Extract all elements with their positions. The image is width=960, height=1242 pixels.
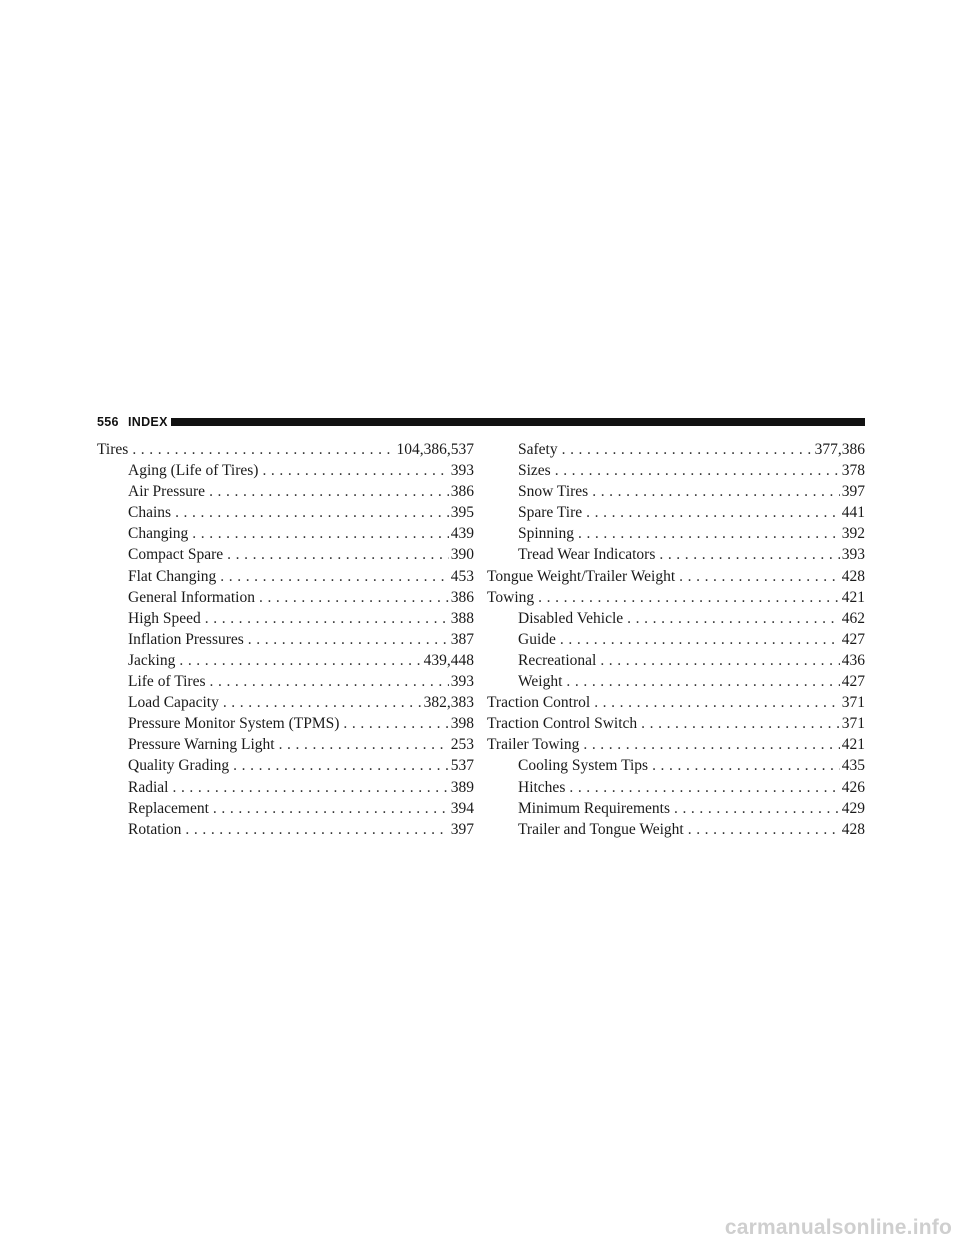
entry-term: Trailer and Tongue Weight: [518, 820, 684, 838]
index-subentry: [97, 673, 474, 694]
entry-term: Pressure Monitor System (TPMS): [128, 715, 340, 733]
index-subentry: [97, 462, 474, 483]
entry-page-ref: 439: [450, 525, 474, 543]
entry-term: Snow Tires: [518, 483, 589, 501]
entry-term: Cooling System Tips: [518, 757, 649, 775]
entry-page-ref: 397: [450, 820, 474, 838]
dot-leader: [210, 673, 449, 691]
entry-page-ref: 386: [450, 483, 474, 501]
dot-leader: [248, 631, 449, 649]
dot-leader: [205, 610, 449, 628]
entry-page-ref: 394: [450, 799, 474, 817]
index-subentry: [97, 589, 474, 610]
index-subentry: [487, 525, 865, 546]
entry-term: Guide: [518, 630, 556, 648]
index-subentry: [487, 610, 865, 631]
page-header: [97, 414, 865, 430]
index-subentry: [97, 631, 474, 652]
entry-term: Safety: [518, 441, 558, 458]
entry-term: Minimum Requirements: [518, 799, 670, 817]
entry-page-ref: 371: [841, 715, 865, 733]
dot-leader: [223, 694, 422, 712]
dot-leader: [279, 736, 449, 754]
dot-leader: [659, 546, 839, 564]
index-subentry: [487, 800, 865, 821]
index-subentry: [97, 757, 474, 778]
page-number: 556: [97, 415, 119, 429]
dot-leader: [592, 483, 840, 501]
dot-leader: [562, 441, 813, 459]
entry-page-ref: 393: [450, 462, 474, 480]
entry-page-ref: 393: [841, 546, 865, 564]
index-subentry: [97, 525, 474, 546]
entry-term: Sizes: [518, 462, 551, 480]
entry-page-ref: 104,386,537: [396, 441, 474, 458]
entry-term: Air Pressure: [128, 483, 206, 501]
entry-page-ref: 389: [450, 778, 474, 796]
entry-term: High Speed: [128, 609, 201, 627]
entry-page-ref: 377,386: [814, 441, 865, 458]
index-subentry: [97, 568, 474, 589]
index-subentry: [97, 546, 474, 567]
dot-leader: [679, 568, 840, 586]
entry-page-ref: 428: [841, 567, 865, 585]
index-subentry: [487, 483, 865, 504]
entry-page-ref: 421: [841, 736, 865, 754]
entry-page-ref: 436: [841, 651, 865, 669]
dot-leader: [688, 821, 840, 839]
entry-page-ref: 390: [450, 546, 474, 564]
index-entry: [487, 694, 865, 715]
entry-page-ref: 426: [841, 778, 865, 796]
index-subentry: [487, 631, 865, 652]
entry-page-ref: 439,448: [423, 651, 474, 669]
entry-term: Tongue Weight/Trailer Weight: [487, 567, 676, 585]
section-title: INDEX: [128, 415, 168, 429]
entry-term: Towing: [487, 588, 535, 606]
dot-leader: [538, 589, 840, 607]
entry-term: Rotation: [128, 820, 182, 838]
dot-leader: [262, 462, 448, 480]
index-subentry: [487, 504, 865, 525]
index-subentry: [97, 694, 474, 715]
index-subentry: [97, 821, 474, 842]
index-subentry: [487, 441, 865, 462]
entry-page-ref: 397: [841, 483, 865, 501]
entry-page-ref: 392: [841, 525, 865, 543]
dot-leader: [192, 525, 448, 543]
entry-term: Tires: [97, 441, 129, 458]
index-subentry: [97, 504, 474, 525]
index-entry: [487, 715, 865, 736]
dot-leader: [600, 652, 839, 670]
index-subentry: [487, 779, 865, 800]
dot-leader: [627, 610, 840, 628]
index-subentry: [487, 673, 865, 694]
dot-leader: [259, 589, 449, 607]
dot-leader: [175, 504, 449, 522]
entry-term: Trailer Towing: [487, 736, 580, 754]
entry-page-ref: 395: [450, 504, 474, 522]
entry-term: Weight: [518, 673, 563, 691]
dot-leader: [594, 694, 840, 712]
entry-page-ref: 441: [841, 504, 865, 522]
entry-term: Compact Spare: [128, 546, 224, 564]
entry-page-ref: 378: [841, 462, 865, 480]
entry-page-ref: 429: [841, 799, 865, 817]
header-rule: [171, 418, 865, 426]
entry-term: Aging (Life of Tires): [128, 462, 259, 480]
dot-leader: [233, 757, 449, 775]
dot-leader: [583, 736, 839, 754]
entry-term: Changing: [128, 525, 189, 543]
entry-term: Disabled Vehicle: [518, 609, 624, 627]
entry-term: Hitches: [518, 778, 566, 796]
dot-leader: [343, 715, 448, 733]
entry-page-ref: 428: [841, 820, 865, 838]
entry-term: Traction Control Switch: [487, 715, 638, 733]
entry-page-ref: 387: [450, 630, 474, 648]
entry-term: Load Capacity: [128, 694, 219, 712]
index-subentry: [97, 736, 474, 757]
index-subentry: [487, 462, 865, 483]
dot-leader: [578, 525, 840, 543]
dot-leader: [674, 800, 840, 818]
dot-leader: [213, 800, 449, 818]
entry-term: Pressure Warning Light: [128, 736, 275, 754]
entry-page-ref: 253: [450, 736, 474, 754]
index-entry: [487, 589, 865, 610]
entry-term: Radial: [128, 778, 169, 796]
entry-term: Spare Tire: [518, 504, 583, 522]
dot-leader: [227, 546, 449, 564]
index-subentry: [487, 652, 865, 673]
entry-page-ref: 537: [450, 757, 474, 775]
entry-page-ref: 462: [841, 609, 865, 627]
index-subentry: [487, 546, 865, 567]
index-entry: [487, 568, 865, 589]
index-subentry: [97, 800, 474, 821]
index-column-right: [487, 441, 865, 842]
entry-term: General Information: [128, 588, 255, 606]
index-subentry: [487, 757, 865, 778]
entry-page-ref: 388: [450, 609, 474, 627]
dot-leader: [586, 504, 840, 522]
dot-leader: [185, 821, 448, 839]
entry-term: Spinning: [518, 525, 574, 543]
index-subentry: [97, 779, 474, 800]
dot-leader: [209, 483, 449, 501]
index-entry: [487, 736, 865, 757]
entry-page-ref: 393: [450, 673, 474, 691]
index-subentry: [97, 652, 474, 673]
dot-leader: [641, 715, 840, 733]
entry-term: Traction Control: [487, 694, 591, 712]
dot-leader: [560, 631, 840, 649]
entry-page-ref: 371: [841, 694, 865, 712]
entry-term: Flat Changing: [128, 567, 217, 585]
dot-leader: [555, 462, 840, 480]
entry-term: Replacement: [128, 799, 209, 817]
dot-leader: [132, 441, 394, 459]
entry-page-ref: 453: [450, 567, 474, 585]
dot-leader: [220, 568, 448, 586]
entry-term: Chains: [128, 504, 172, 522]
entry-page-ref: 421: [841, 588, 865, 606]
entry-term: Tread Wear Indicators: [518, 546, 656, 564]
entry-term: Life of Tires: [128, 673, 206, 691]
index-subentry: [97, 715, 474, 736]
entry-page-ref: 435: [841, 757, 865, 775]
dot-leader: [172, 779, 448, 797]
entry-term: Jacking: [128, 651, 176, 669]
index-subentry: [97, 483, 474, 504]
index-entry: [97, 441, 474, 462]
index-subentry: [97, 610, 474, 631]
entry-term: Inflation Pressures: [128, 630, 244, 648]
entry-term: Recreational: [518, 651, 597, 669]
dot-leader: [566, 673, 839, 691]
dot-leader: [179, 652, 421, 670]
entry-term: Quality Grading: [128, 757, 230, 775]
entry-page-ref: 386: [450, 588, 474, 606]
entry-page-ref: 427: [841, 630, 865, 648]
watermark: carmanualsonline.info: [724, 1216, 952, 1239]
index-subentry: [487, 821, 865, 842]
entry-page-ref: 427: [841, 673, 865, 691]
entry-page-ref: 382,383: [423, 694, 474, 712]
dot-leader: [569, 779, 839, 797]
entry-page-ref: 398: [450, 715, 474, 733]
index-column-left: [97, 441, 474, 842]
dot-leader: [652, 757, 840, 775]
